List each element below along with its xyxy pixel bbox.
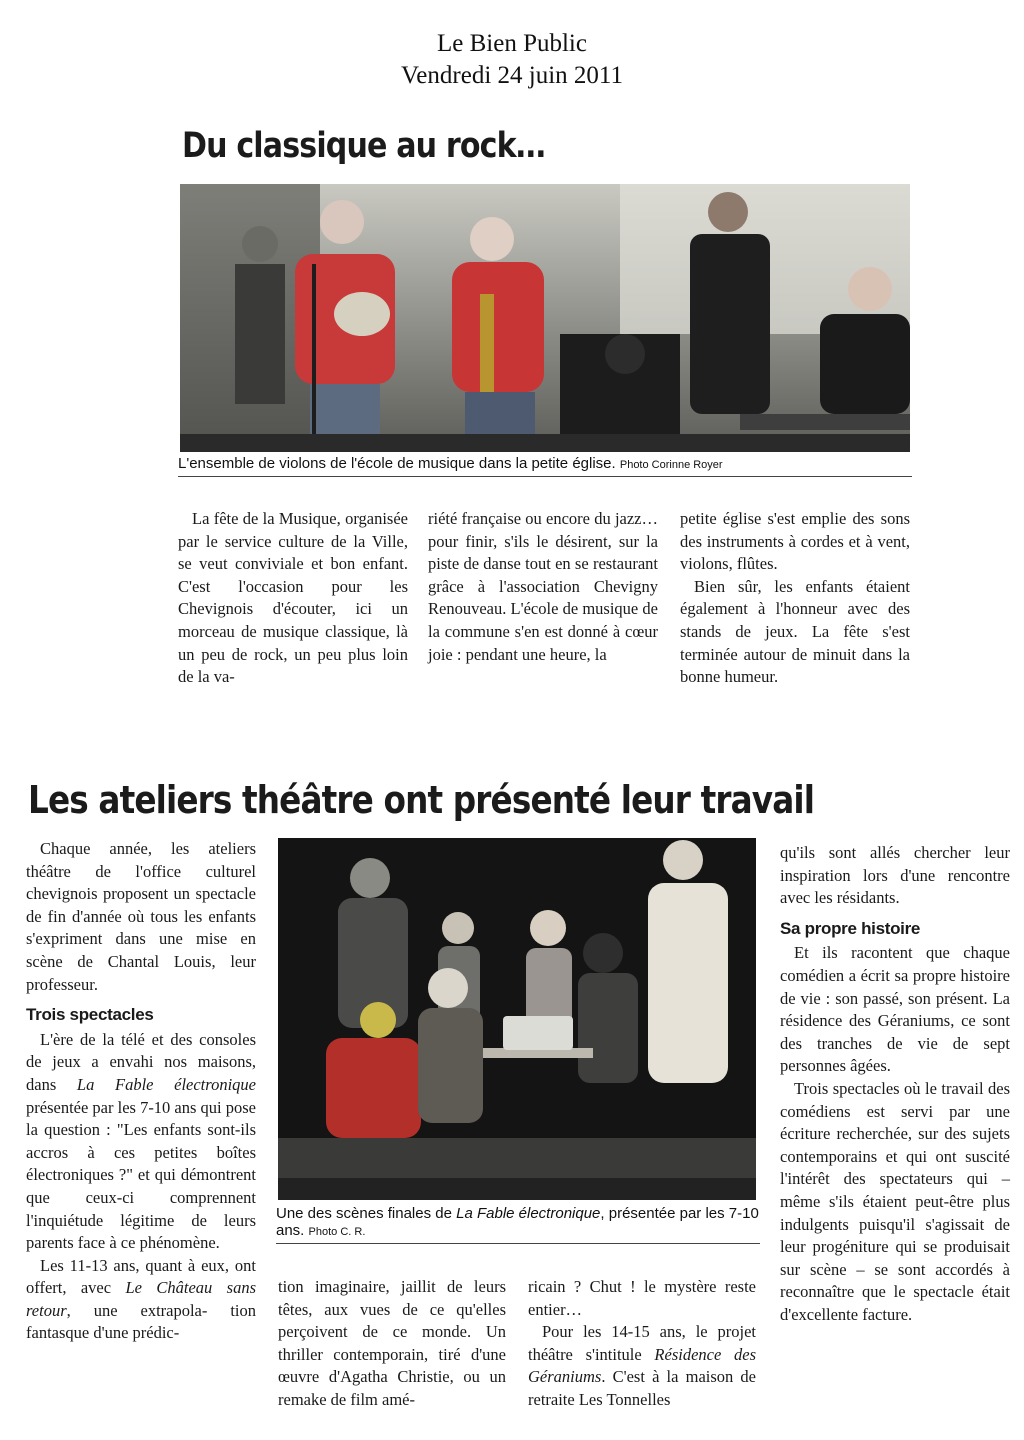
text-run: tion fantasque d'une prédic- [26, 1300, 256, 1343]
text-run: . C'est à la maison de retraite Les Tonnelles [528, 1367, 756, 1409]
text-run: présentée par les 7-10 ans qui pose la question : "Les enfants sont-ils accros à ces petites boîtes électroniques ?" et qui démontrent que ceux-ci comprennent l'inquiétude légitime de leurs parents face à ce phénomène. [26, 1097, 257, 1253]
caption-text: L'ensemble de violons de l'école de musique dans la petite église. [178, 455, 616, 472]
photo-credit: Photo C. R. [308, 1226, 366, 1238]
article1-paragraph: Bien sûr, les enfants étaient également à l'honneur avec des stands de jeux. La fête s'est terminée autour de minuit dans la bonne humeur. [680, 576, 910, 687]
article2-paragraph: Et ils racontent que chaque comédien a écrit sa propre histoire de vie : son passé, son présent. La résidence des Géraniums, ce sont des tranches de vie de sept personnes âgées. [780, 943, 1010, 1076]
newspaper-name: Le Bien Public [437, 30, 587, 57]
article2-paragraph [26, 1029, 256, 1255]
article2-column-2 [278, 1276, 506, 1412]
article2-intro: Chaque année, les ateliers théâtre de l'office culturel chevignois proposent un spectacle de fin d'année où tous les enfants s'expriment dans une mise en scène de Chantal Louis, leur professeur. [26, 839, 256, 994]
article2-paragraph: ricain ? Chut ! le mystère reste entier… [528, 1277, 756, 1319]
masthead [0, 28, 1024, 92]
photo-credit: Photo Corinne Royer [619, 459, 723, 471]
caption-play-title: La Fable électronique [456, 1205, 601, 1222]
article2-column-1 [26, 838, 256, 1345]
play-title: La Fable électronique [76, 1074, 256, 1094]
article1-paragraph: petite église s'est emplie des sons des instruments à cordes et à vent, violons, flûtes. [680, 509, 910, 574]
caption-rule [178, 476, 912, 477]
theatre-photo-image [278, 838, 756, 1200]
concert-photo-caption [178, 455, 918, 474]
article2-paragraph: tion imaginaire, jaillit de leurs têtes, aux vues de ce qu'elles perçoivent de ce monde. Un thriller contemporain, tiré d'une œuvre d'Agatha Christie, ou un remake de film amé- [278, 1277, 506, 1409]
play-title: Le Château sans retour [26, 1278, 256, 1320]
caption-text: Une des scènes finales de [276, 1205, 457, 1222]
subheading-trois-spectacles: Trois spectacles [26, 1005, 154, 1025]
concert-photo [180, 184, 910, 452]
article2-paragraph: Trois spectacles où le travail des comédiens est servi par une écriture recherchée, sur des sujets contemporains et qui ont suscité l'intérêt des spectateurs qui – même s'ils étaient peut-être plus indulgents puisqu'il s'agissait de leur progéniture qui se produisait sur scène – se sont accordés à reconnaître que le spectacle était d'excellente facture. [780, 1078, 1010, 1324]
theatre-photo-caption [276, 1205, 760, 1241]
text-run: Pour les 14-15 ans, le projet théâtre s'intitule [528, 1322, 756, 1364]
article2-column-4 [780, 842, 1010, 1326]
article2-headline: Les ateliers théâtre ont présenté leur travail [28, 778, 815, 822]
article2-paragraph [26, 1255, 256, 1345]
article1-column-2 [428, 508, 658, 666]
caption-rule [276, 1243, 760, 1244]
text-run: Les 11-13 ans, quant à eux, ont offert, avec [26, 1255, 256, 1298]
article1-column-3 [680, 508, 910, 689]
publication-date: Vendredi 24 juin 2011 [401, 62, 623, 89]
article1-paragraph: La fête de la Musique, organisée par le service culture de la Ville, se veut conviviale et bon enfant. C'est l'occasion pour les Chevignois d'écouter, ici un morceau de musique classique, là un peu de rock, un peu plus loin de la va- [178, 509, 408, 687]
subheading-sa-propre-histoire: Sa propre histoire [780, 918, 921, 938]
article1-paragraph: riété française ou encore du jazz… pour finir, s'ils le désirent, sur la piste de danse tout en se restaurant grâce à l'association Chevigny Renouveau. L'école de musique de la commune s'en est donné à cœur joie : pendant une heure, la [428, 509, 658, 664]
article1-headline: Du classique au rock… [182, 126, 546, 166]
article2-paragraph: qu'ils sont allés chercher leur inspiration lors d'une rencontre avec les résidants. [780, 843, 1010, 908]
text-run: , une extrapola- [66, 1300, 208, 1320]
article2-paragraph [528, 1321, 756, 1411]
theatre-photo [278, 838, 756, 1200]
text-run: L'ère de la télé et des consoles de jeux a envahi nos maisons, dans [26, 1029, 256, 1094]
caption-text: , présentée par les 7-10 ans. [276, 1205, 759, 1239]
concert-photo-image [180, 184, 910, 452]
article2-column-3 [528, 1276, 756, 1412]
play-title: Résidence des Géraniums [528, 1344, 756, 1387]
article1-column-1 [178, 508, 408, 689]
